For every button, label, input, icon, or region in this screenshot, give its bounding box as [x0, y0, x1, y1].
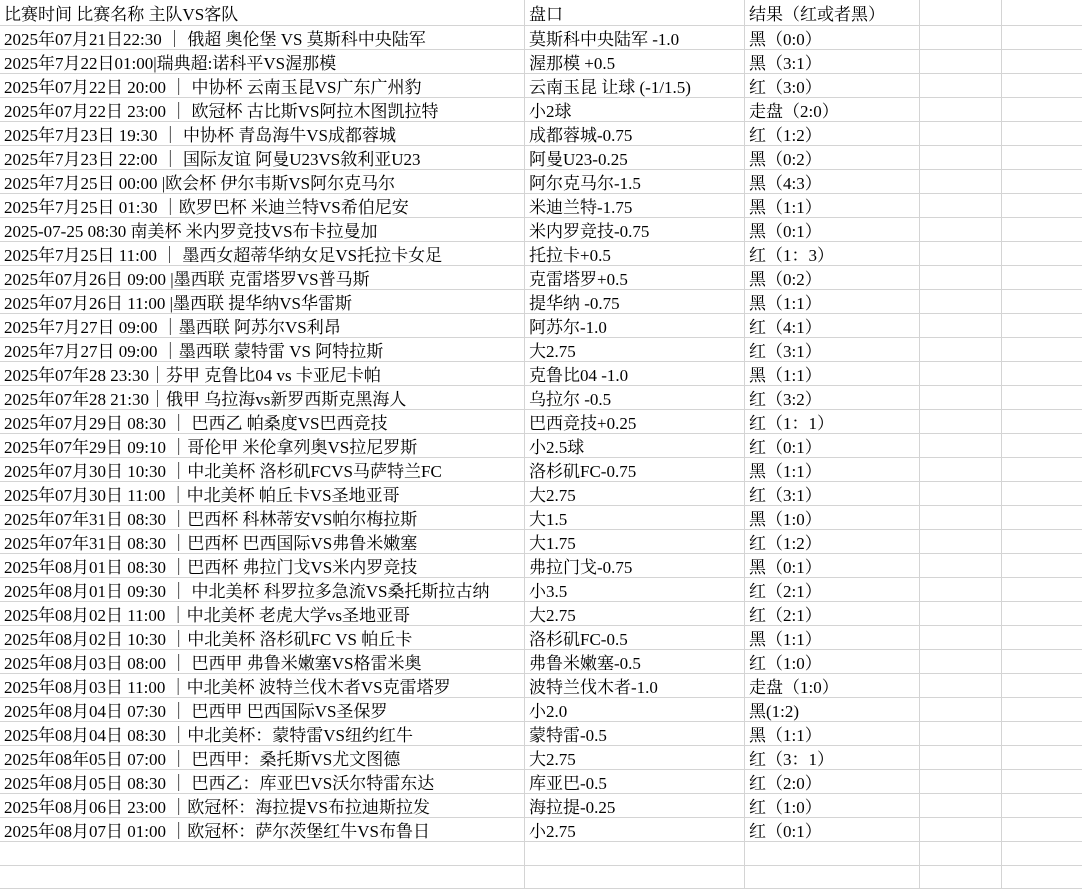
- result-cell[interactable]: 红（3:1）: [745, 338, 920, 362]
- match-cell[interactable]: 2025年08月03日 11:00 ｜中北美杯 波特兰伐木者VS克雷塔罗: [0, 674, 525, 698]
- empty-cell[interactable]: [920, 50, 1002, 74]
- empty-cell[interactable]: [1002, 218, 1082, 242]
- result-cell[interactable]: 黑（0:1）: [745, 218, 920, 242]
- handicap-cell[interactable]: 洛杉矶FC-0.75: [525, 458, 745, 482]
- match-cell[interactable]: 2025年08月05日 08:30 ｜ 巴西乙：库亚巴VS沃尔特雷东达: [0, 770, 525, 794]
- empty-cell[interactable]: [920, 410, 1002, 434]
- result-cell[interactable]: 红（1：3）: [745, 242, 920, 266]
- empty-cell[interactable]: [1002, 338, 1082, 362]
- handicap-cell[interactable]: 阿曼U23-0.25: [525, 146, 745, 170]
- match-cell[interactable]: 2025年07月26日 11:00 |墨西联 提华纳VS华雷斯: [0, 290, 525, 314]
- empty-cell[interactable]: [1002, 842, 1082, 866]
- empty-cell[interactable]: [920, 722, 1002, 746]
- empty-cell[interactable]: [1002, 266, 1082, 290]
- empty-cell[interactable]: [1002, 722, 1082, 746]
- table-row: [0, 482, 1082, 506]
- match-cell[interactable]: 2025年07月21日22:30 ｜ 俄超 奥伦堡 VS 莫斯科中央陆军: [0, 26, 525, 50]
- empty-cell[interactable]: [920, 290, 1002, 314]
- match-cell[interactable]: 2025年08月01日 08:30 ｜巴西杯 弗拉门戈VS米内罗竞技: [0, 554, 525, 578]
- empty-cell[interactable]: [920, 626, 1002, 650]
- match-cell[interactable]: 2025-07-25 08:30 南美杯 米内罗竞技VS布卡拉曼加: [0, 218, 525, 242]
- empty-cell[interactable]: [920, 26, 1002, 50]
- table-row: [0, 50, 1082, 74]
- handicap-cell[interactable]: 克鲁比04 -1.0: [525, 362, 745, 386]
- empty-cell[interactable]: [1002, 698, 1082, 722]
- table-row: [0, 698, 1082, 722]
- match-cell[interactable]: 2025年08月06日 23:00 ｜欧冠杯：海拉提VS布拉迪斯拉发: [0, 794, 525, 818]
- result-cell[interactable]: 红（1:2）: [745, 530, 920, 554]
- empty-cell[interactable]: [920, 794, 1002, 818]
- handicap-cell[interactable]: 渥那模 +0.5: [525, 50, 745, 74]
- table-row: [0, 626, 1082, 650]
- handicap-cell[interactable]: 米内罗竞技-0.75: [525, 218, 745, 242]
- handicap-cell[interactable]: 云南玉昆 让球 (-1/1.5): [525, 74, 745, 98]
- empty-cell[interactable]: [920, 602, 1002, 626]
- empty-cell[interactable]: [1002, 578, 1082, 602]
- match-cell[interactable]: 2025年7月27日 09:00 ｜墨西联 阿苏尔VS利昂: [0, 314, 525, 338]
- table-row: [0, 362, 1082, 386]
- empty-cell[interactable]: [1002, 386, 1082, 410]
- empty-cell[interactable]: [920, 266, 1002, 290]
- handicap-cell[interactable]: 大1.5: [525, 506, 745, 530]
- match-cell[interactable]: 2025年07月30日 10:30 ｜中北美杯 洛杉矶FCVS马萨特兰FC: [0, 458, 525, 482]
- result-cell[interactable]: 黑(1:2): [745, 698, 920, 722]
- empty-cell[interactable]: [920, 698, 1002, 722]
- match-cell[interactable]: 2025年07年31日 08:30 ｜巴西杯 科林蒂安VS帕尔梅拉斯: [0, 506, 525, 530]
- empty-cell[interactable]: [1002, 50, 1082, 74]
- handicap-cell[interactable]: 小3.5: [525, 578, 745, 602]
- empty-cell[interactable]: [920, 98, 1002, 122]
- empty-cell[interactable]: [1002, 410, 1082, 434]
- match-cell[interactable]: 2025年08月04日 08:30 ｜中北美杯：蒙特雷VS纽约红牛: [0, 722, 525, 746]
- result-cell[interactable]: 黑（1:1）: [745, 194, 920, 218]
- table-row: [0, 818, 1082, 842]
- result-cell[interactable]: 红（3：1）: [745, 746, 920, 770]
- result-cell[interactable]: 黑（1:0）: [745, 506, 920, 530]
- empty-cell[interactable]: [920, 170, 1002, 194]
- handicap-cell[interactable]: 小2.75: [525, 818, 745, 842]
- header-empty-cell[interactable]: [920, 0, 1002, 26]
- match-cell[interactable]: [0, 866, 525, 889]
- handicap-cell[interactable]: 小2.0: [525, 698, 745, 722]
- match-cell[interactable]: 2025年07年31日 08:30 ｜巴西杯 巴西国际VS弗鲁米嫩塞: [0, 530, 525, 554]
- result-cell[interactable]: 红（0:1）: [745, 434, 920, 458]
- match-cell[interactable]: 2025年08月07日 01:00 ｜欧冠杯：萨尔茨堡红牛VS布鲁日: [0, 818, 525, 842]
- table-row: [0, 530, 1082, 554]
- match-cell[interactable]: 2025年07月30日 11:00 ｜中北美杯 帕丘卡VS圣地亚哥: [0, 482, 525, 506]
- table-row: [0, 98, 1082, 122]
- header-match-cell[interactable]: 比赛时间 比赛名称 主队VS客队: [0, 0, 525, 26]
- table-row: [0, 146, 1082, 170]
- handicap-cell[interactable]: 米迪兰特-1.75: [525, 194, 745, 218]
- match-cell[interactable]: 2025年07月22日 20:00 ｜ 中协杯 云南玉昆VS广东广州豹: [0, 74, 525, 98]
- result-cell[interactable]: 走盘（2:0）: [745, 98, 920, 122]
- match-cell[interactable]: 2025年7月22日01:00|瑞典超:诺科平VS渥那模: [0, 50, 525, 74]
- empty-cell[interactable]: [920, 842, 1002, 866]
- result-cell[interactable]: 黑（0:1）: [745, 554, 920, 578]
- table-row: [0, 458, 1082, 482]
- result-cell[interactable]: 红（3:2）: [745, 386, 920, 410]
- result-cell[interactable]: [745, 842, 920, 866]
- handicap-cell[interactable]: 波特兰伐木者-1.0: [525, 674, 745, 698]
- empty-cell[interactable]: [920, 482, 1002, 506]
- empty-cell[interactable]: [1002, 314, 1082, 338]
- table-row: [0, 674, 1082, 698]
- result-cell[interactable]: 红（2:1）: [745, 602, 920, 626]
- table-row: [0, 506, 1082, 530]
- match-cell[interactable]: 2025年08年05日 07:00 ｜ 巴西甲：桑托斯VS尤文图德: [0, 746, 525, 770]
- result-cell[interactable]: 黑（0:2）: [745, 146, 920, 170]
- table-row: [0, 578, 1082, 602]
- empty-cell[interactable]: [1002, 530, 1082, 554]
- handicap-cell[interactable]: [525, 866, 745, 889]
- empty-cell[interactable]: [1002, 122, 1082, 146]
- result-cell[interactable]: 黑（0:2）: [745, 266, 920, 290]
- match-cell[interactable]: 2025年07月29日 08:30 ｜ 巴西乙 帕桑度VS巴西竞技: [0, 410, 525, 434]
- handicap-cell[interactable]: 克雷塔罗+0.5: [525, 266, 745, 290]
- result-cell[interactable]: 走盘（1:0）: [745, 674, 920, 698]
- result-cell[interactable]: 红（4:1）: [745, 314, 920, 338]
- table-row: [0, 386, 1082, 410]
- empty-cell[interactable]: [920, 362, 1002, 386]
- handicap-cell[interactable]: 弗拉门戈-0.75: [525, 554, 745, 578]
- match-cell[interactable]: 2025年7月23日 22:00 ｜ 国际友谊 阿曼U23VS敘利亚U23: [0, 146, 525, 170]
- empty-cell[interactable]: [1002, 434, 1082, 458]
- match-cell[interactable]: 2025年7月23日 19:30 ｜ 中协杯 青岛海牛VS成都蓉城: [0, 122, 525, 146]
- match-cell[interactable]: 2025年7月27日 09:00 ｜墨西联 蒙特雷 VS 阿特拉斯: [0, 338, 525, 362]
- table-row: [0, 794, 1082, 818]
- result-cell[interactable]: 红（3:0）: [745, 74, 920, 98]
- table-row: [0, 74, 1082, 98]
- handicap-cell[interactable]: 大2.75: [525, 746, 745, 770]
- result-cell[interactable]: 黑（0:0）: [745, 26, 920, 50]
- result-cell[interactable]: 黑（1:1）: [745, 362, 920, 386]
- handicap-cell[interactable]: 大2.75: [525, 338, 745, 362]
- empty-cell[interactable]: [1002, 818, 1082, 842]
- empty-cell[interactable]: [920, 674, 1002, 698]
- empty-cell[interactable]: [1002, 26, 1082, 50]
- table-row: [0, 602, 1082, 626]
- empty-cell[interactable]: [920, 818, 1002, 842]
- result-cell[interactable]: 红（2:0）: [745, 770, 920, 794]
- handicap-cell[interactable]: 大2.75: [525, 602, 745, 626]
- empty-cell[interactable]: [1002, 650, 1082, 674]
- table-row: [0, 554, 1082, 578]
- empty-cell[interactable]: [1002, 770, 1082, 794]
- handicap-cell[interactable]: 乌拉尔 -0.5: [525, 386, 745, 410]
- match-cell[interactable]: 2025年07月26日 09:00 |墨西联 克雷塔罗VS普马斯: [0, 266, 525, 290]
- table-row: [0, 218, 1082, 242]
- result-cell[interactable]: 黑（1:1）: [745, 458, 920, 482]
- match-cell[interactable]: 2025年08月04日 07:30 ｜ 巴西甲 巴西国际VS圣保罗: [0, 698, 525, 722]
- table-row: [0, 770, 1082, 794]
- handicap-cell[interactable]: 托拉卡+0.5: [525, 242, 745, 266]
- handicap-cell[interactable]: 巴西竞技+0.25: [525, 410, 745, 434]
- match-cell[interactable]: 2025年7月25日 01:30 ｜欧罗巴杯 米迪兰特VS希伯尼安: [0, 194, 525, 218]
- empty-cell[interactable]: [1002, 194, 1082, 218]
- result-cell[interactable]: 红（0:1）: [745, 818, 920, 842]
- empty-cell[interactable]: [920, 122, 1002, 146]
- result-cell[interactable]: 红（2:1）: [745, 578, 920, 602]
- handicap-cell[interactable]: 小2.5球: [525, 434, 745, 458]
- empty-cell[interactable]: [1002, 362, 1082, 386]
- empty-cell[interactable]: [920, 146, 1002, 170]
- result-cell[interactable]: 黑（3:1）: [745, 50, 920, 74]
- handicap-cell[interactable]: [525, 842, 745, 866]
- header-result-cell[interactable]: 结果（红或者黑）: [745, 0, 920, 26]
- empty-cell[interactable]: [920, 506, 1002, 530]
- empty-cell[interactable]: [920, 194, 1002, 218]
- table-row: [0, 170, 1082, 194]
- result-cell[interactable]: 红（1:0）: [745, 650, 920, 674]
- handicap-cell[interactable]: 洛杉矶FC-0.5: [525, 626, 745, 650]
- result-cell[interactable]: 红（1:0）: [745, 794, 920, 818]
- empty-cell[interactable]: [1002, 98, 1082, 122]
- table-row: [0, 194, 1082, 218]
- match-cell[interactable]: 2025年7月25日 00:00 |欧会杯 伊尔韦斯VS阿尔克马尔: [0, 170, 525, 194]
- empty-cell[interactable]: [920, 746, 1002, 770]
- empty-cell[interactable]: [1002, 242, 1082, 266]
- empty-cell[interactable]: [1002, 674, 1082, 698]
- handicap-cell[interactable]: 海拉提-0.25: [525, 794, 745, 818]
- table-row: [0, 26, 1082, 50]
- match-cell[interactable]: 2025年08月02日 10:30 ｜中北美杯 洛杉矶FC VS 帕丘卡: [0, 626, 525, 650]
- empty-cell[interactable]: [1002, 794, 1082, 818]
- table-row: [0, 122, 1082, 146]
- handicap-cell[interactable]: 成都蓉城-0.75: [525, 122, 745, 146]
- table-row: [0, 338, 1082, 362]
- result-cell[interactable]: 红（1:2）: [745, 122, 920, 146]
- empty-cell[interactable]: [920, 74, 1002, 98]
- handicap-cell[interactable]: 莫斯科中央陆军 -1.0: [525, 26, 745, 50]
- empty-cell[interactable]: [920, 434, 1002, 458]
- handicap-cell[interactable]: 弗鲁米嫩塞-0.5: [525, 650, 745, 674]
- empty-cell[interactable]: [920, 314, 1002, 338]
- result-cell[interactable]: 黑（1:1）: [745, 722, 920, 746]
- empty-cell[interactable]: [920, 530, 1002, 554]
- empty-cell[interactable]: [920, 770, 1002, 794]
- empty-cell[interactable]: [1002, 74, 1082, 98]
- match-cell[interactable]: 2025年7月25日 11:00 ｜ 墨西女超蒂华纳女足VS托拉卡女足: [0, 242, 525, 266]
- empty-cell[interactable]: [920, 242, 1002, 266]
- match-cell[interactable]: 2025年08月02日 11:00 ｜中北美杯 老虎大学vs圣地亚哥: [0, 602, 525, 626]
- handicap-cell[interactable]: 库亚巴-0.5: [525, 770, 745, 794]
- table-row: [0, 290, 1082, 314]
- match-cell[interactable]: 2025年08月01日 09:30 ｜ 中北美杯 科罗拉多急流VS桑托斯拉古纳: [0, 578, 525, 602]
- empty-cell[interactable]: [920, 554, 1002, 578]
- result-cell[interactable]: [745, 866, 920, 889]
- table-row: [0, 722, 1082, 746]
- match-cell[interactable]: 2025年07年28 23:30｜芬甲 克鲁比04 vs 卡亚尼卡帕: [0, 362, 525, 386]
- empty-cell[interactable]: [1002, 602, 1082, 626]
- table-row: [0, 434, 1082, 458]
- table-row: [0, 746, 1082, 770]
- empty-cell[interactable]: [920, 578, 1002, 602]
- header-row: [0, 0, 1082, 26]
- empty-cell[interactable]: [920, 218, 1002, 242]
- table-row: [0, 650, 1082, 674]
- handicap-cell[interactable]: 大1.75: [525, 530, 745, 554]
- handicap-cell[interactable]: 蒙特雷-0.5: [525, 722, 745, 746]
- handicap-cell[interactable]: 阿尔克马尔-1.5: [525, 170, 745, 194]
- result-cell[interactable]: 黑（4:3）: [745, 170, 920, 194]
- empty-cell[interactable]: [1002, 290, 1082, 314]
- empty-cell[interactable]: [1002, 554, 1082, 578]
- result-cell[interactable]: 红（1：1）: [745, 410, 920, 434]
- result-cell[interactable]: 红（3:1）: [745, 482, 920, 506]
- match-cell[interactable]: [0, 842, 525, 866]
- empty-cell[interactable]: [920, 458, 1002, 482]
- match-cell[interactable]: 2025年07年28 21:30｜俄甲 乌拉海vs新罗西斯克黑海人: [0, 386, 525, 410]
- table-row: [0, 266, 1082, 290]
- match-cell[interactable]: 2025年08月03日 08:00 ｜ 巴西甲 弗鲁米嫩塞VS格雷米奥: [0, 650, 525, 674]
- empty-row: [0, 842, 1082, 866]
- empty-cell[interactable]: [1002, 170, 1082, 194]
- handicap-cell[interactable]: 阿苏尔-1.0: [525, 314, 745, 338]
- empty-row: [0, 866, 1082, 889]
- result-cell[interactable]: 黑（1:1）: [745, 626, 920, 650]
- handicap-cell[interactable]: 大2.75: [525, 482, 745, 506]
- table-body: [0, 26, 1082, 889]
- handicap-cell[interactable]: 提华纳 -0.75: [525, 290, 745, 314]
- handicap-cell[interactable]: 小2球: [525, 98, 745, 122]
- header-empty-cell[interactable]: [1002, 0, 1082, 26]
- table-row: [0, 242, 1082, 266]
- match-cell[interactable]: 2025年07年29日 09:10 ｜哥伦甲 米伦拿列奥VS拉尼罗斯: [0, 434, 525, 458]
- empty-cell[interactable]: [1002, 626, 1082, 650]
- result-cell[interactable]: 黑（1:1）: [745, 290, 920, 314]
- empty-cell[interactable]: [1002, 458, 1082, 482]
- empty-cell[interactable]: [920, 338, 1002, 362]
- match-cell[interactable]: 2025年07月22日 23:00 ｜ 欧冠杯 古比斯VS阿拉木图凯拉特: [0, 98, 525, 122]
- header-handicap-cell[interactable]: 盘口: [525, 0, 745, 26]
- empty-cell[interactable]: [920, 866, 1002, 889]
- empty-cell[interactable]: [1002, 866, 1082, 889]
- empty-cell[interactable]: [1002, 482, 1082, 506]
- table-row: [0, 314, 1082, 338]
- empty-cell[interactable]: [1002, 746, 1082, 770]
- empty-cell[interactable]: [1002, 146, 1082, 170]
- empty-cell[interactable]: [920, 386, 1002, 410]
- empty-cell[interactable]: [920, 650, 1002, 674]
- table-row: [0, 410, 1082, 434]
- empty-cell[interactable]: [1002, 506, 1082, 530]
